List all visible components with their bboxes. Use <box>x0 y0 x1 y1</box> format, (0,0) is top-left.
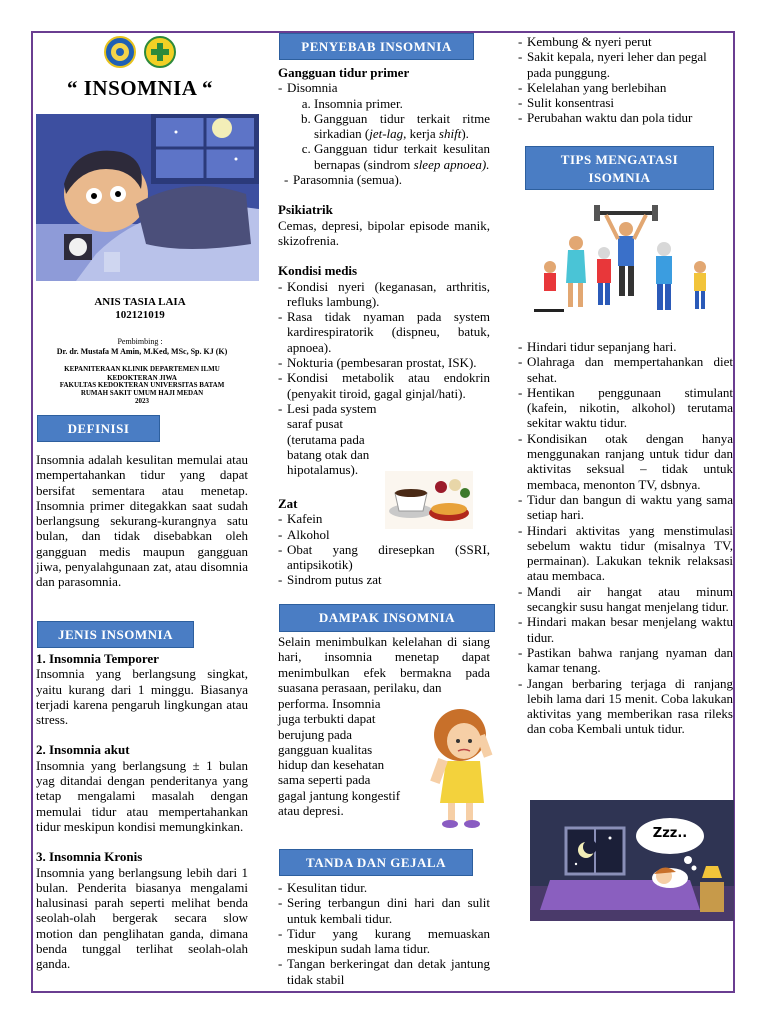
jenis-3-title: 3. Insomnia Kronis <box>36 849 143 865</box>
tips-list <box>518 339 733 737</box>
list-item: - Hindari tidur sepanjang hari. <box>518 339 733 354</box>
list-item: - Kondisikan otak dengan hanya menggunakan ranjang untuk tidur dan aktivitas seksual – tidak untuk membaca, menonton TV, dsbnya. <box>518 431 733 492</box>
jenis-2-text: Insomnia yang berlangsung ± 1 bulan yag ditandai dengan penderitanya yang tetap mengalami masalah dengan memulai tidur atau mempertahankan tidur meskipun kondisi memungkinkan. <box>36 757 248 834</box>
dampak-text-wrap: performa. Insomnia juga terbukti dapat berujung pada gangguan kualitas hidup dan kesehatan sama seperti pada gagal jantung kongestif atau depresi. <box>278 696 401 819</box>
disomnia-b: b. Gangguan tidur terkait ritme sirkadian (jet-lag, kerja shift). <box>314 111 490 142</box>
kondisi-medis-title: Kondisi medis <box>278 263 358 279</box>
definisi-text: Insomnia adalah kesulitan memulai atau mempertahankan tidur yang dapat bersifat sementara atau menetap. Insomnia primer ditegakkan saat sudah berlangsung sekurang-kurangnya satu bulan, dan tidak disebabkan oleh gangguan medis maupun gangguan jiwa, penyalahgunaan zat, atau disomnia dan parasomnia. <box>36 452 248 590</box>
kondisi-medis-list <box>278 279 490 478</box>
sleeping-girl-illustration <box>530 800 734 921</box>
gangguan-primer-title: Gangguan tidur primer <box>278 65 410 80</box>
dampak-text-full: Selain menimbulkan kelelahan di siang hari, insomnia menetap dapat menimbulkan efek bermakna pada suasana perasaan, perilaku, dan <box>278 634 490 695</box>
list-item: - Pastikan bahwa ranjang nyaman dan kamar tenang. <box>518 645 733 676</box>
list-item: - Sulit konsentrasi <box>518 95 733 110</box>
tanda-gejala-list-a <box>278 880 490 987</box>
hospital-logo <box>144 36 176 68</box>
author-name: ANIS TASIA LAIA <box>94 296 186 308</box>
institution-year: 2023 <box>135 397 149 405</box>
tired-girl-illustration <box>418 705 498 830</box>
zzz-text: Zzz.. <box>652 826 688 841</box>
disomnia-sublist <box>278 96 490 172</box>
jenis-1-title: 1. Insomnia Temporer <box>36 651 159 666</box>
list-item: - Hentikan penggunaan stimulant (kafein, nikotin, alkohol) terutama sekitar waktu tidur. <box>518 385 733 431</box>
list-item: - Kafein <box>278 511 490 526</box>
institution-line-2: FAKULTAS KEDOKTERAN UNIVERSITAS BATAM <box>59 381 225 389</box>
list-item: - Sindrom putus zat <box>278 572 490 587</box>
penyebab-header: PENYEBAB INSOMNIA <box>279 33 474 60</box>
list-item: - Kembung & nyeri perut <box>518 34 733 49</box>
list-item: - Kondisi metabolik atau endokrin (penyakit tiroid, gagal ginjal/hati). <box>278 370 490 401</box>
list-item: - Lesi pada system saraf pusat (terutama pada batang otak dan hipotalamus). <box>278 401 490 477</box>
jenis-1-text: Insomnia yang berlangsung singkat, yaitu kurang dari 1 minggu. Biasanya terjadi karena pengaruh lingkungan atau stress. <box>36 666 248 728</box>
list-item: - Obat yang diresepkan (SSRI, antipsikotik) <box>278 542 490 573</box>
jenis-insomnia-header: JENIS INSOMNIA <box>37 621 194 648</box>
institution-line-3: RUMAH SAKIT UMUM HAJI MEDAN <box>80 389 204 397</box>
list-item: - Mandi air hangat atau minum secangkir susu hangat menjelang tidur. <box>518 584 733 615</box>
list-item: - Hindari aktivitas yang menstimulasi sebelum waktu tidur (misalnya TV, permainan). Lakukan teknik relaksasi atau membaca. <box>518 523 733 584</box>
advisor-name: Dr. dr. Mustafa M Amin, M.Ked, MSc, Sp. KJ (K) <box>56 347 228 356</box>
list-item: - Alkohol <box>278 527 490 542</box>
zat-list <box>278 511 490 587</box>
insomnia-man-illustration <box>36 114 259 281</box>
list-item: - Jangan berbaring terjaga di ranjang lebih lama dari 15 menit. Coba lakukan aktivitas yang memberikan rasa rileks dan coba Kembali untuk tidur. <box>518 676 733 737</box>
disomnia-c: c. Gangguan tidur terkait kesulitan bernapas (sindrom sleep apnoea). <box>314 141 490 172</box>
list-item: - Kondisi nyeri (keganasan, arthritis, refluks lambung). <box>278 279 490 310</box>
list-item: - Tidur dan bangun di waktu yang sama setiap hari. <box>518 492 733 523</box>
list-item: - Sakit kepala, nyeri leher dan pegal pada punggung. <box>518 49 733 80</box>
zat-section <box>278 496 490 588</box>
jenis-insomnia-list <box>36 651 248 972</box>
psikiatrik-title: Psikiatrik <box>278 202 333 218</box>
advisor-label: Pembimbing : <box>117 337 163 346</box>
list-item: - Nokturia (pembesaran prostat, ISK). <box>278 355 490 370</box>
tips-header <box>525 146 714 190</box>
tanda-gejala-list-b <box>518 34 733 126</box>
university-logo <box>104 36 136 68</box>
tanda-gejala-header: TANDA DAN GEJALA <box>279 849 473 876</box>
list-item: - Rasa tidak nyaman pada system kardirespiratorik (dispneu, batuk, apnoea). <box>278 309 490 355</box>
zat-title: Zat <box>278 496 298 511</box>
disomnia-a: a. Insomnia primer. <box>314 96 490 111</box>
list-item: - Tidur yang kurang memuaskan meskipun sudah lama tidur. <box>278 926 490 957</box>
parasomnia-item: - Parasomnia (semua). <box>284 172 490 187</box>
definisi-header: DEFINISI <box>37 415 160 442</box>
dampak-header: DAMPAK INSOMNIA <box>279 604 495 632</box>
list-item: - Tangan berkeringat dan detak jantung tidak stabil <box>278 956 490 987</box>
list-item: - Kesulitan tidur. <box>278 880 490 895</box>
jenis-2-title: 2. Insomnia akut <box>36 742 130 758</box>
penyebab-section <box>278 65 490 477</box>
author-id: 102121019 <box>115 309 165 321</box>
exercise-family-illustration <box>520 203 732 323</box>
brochure-title: “ INSOMNIA “ <box>66 76 214 100</box>
institution-line-1: KEPANITERAAN KLINIK DEPARTEMEN ILMU KEDOKTERAN JIWA <box>64 365 220 382</box>
psikiatrik-text: Cemas, depresi, bipolar episode manik, skizofrenia. <box>278 217 490 248</box>
jenis-3-text: Insomnia yang berlangsung lebih dari 1 bulan. Penderita biasanya mengalami halusinasi parah seperti melihat benda seolah-olah bergerak secara slow motion dan penglihatan ganda, dimana benda tunggal terlihat seolah-olah ganda. <box>36 864 248 972</box>
list-item: - Sering terbangun dini hari dan sulit untuk kembali tidur. <box>278 895 490 926</box>
disomnia-item: - Disomnia <box>278 80 490 95</box>
list-item: - Perubahan waktu dan pola tidur <box>518 110 733 125</box>
tips-header-line-1: TIPS MENGATASI <box>560 152 679 167</box>
list-item: - Olahraga dan mempertahankan diet sehat. <box>518 354 733 385</box>
tips-header-line-2: ISOMNIA <box>588 170 651 185</box>
list-item: - Kelelahan yang berlebihan <box>518 80 733 95</box>
list-item: - Hindari makan besar menjelang waktu tidur. <box>518 614 733 645</box>
